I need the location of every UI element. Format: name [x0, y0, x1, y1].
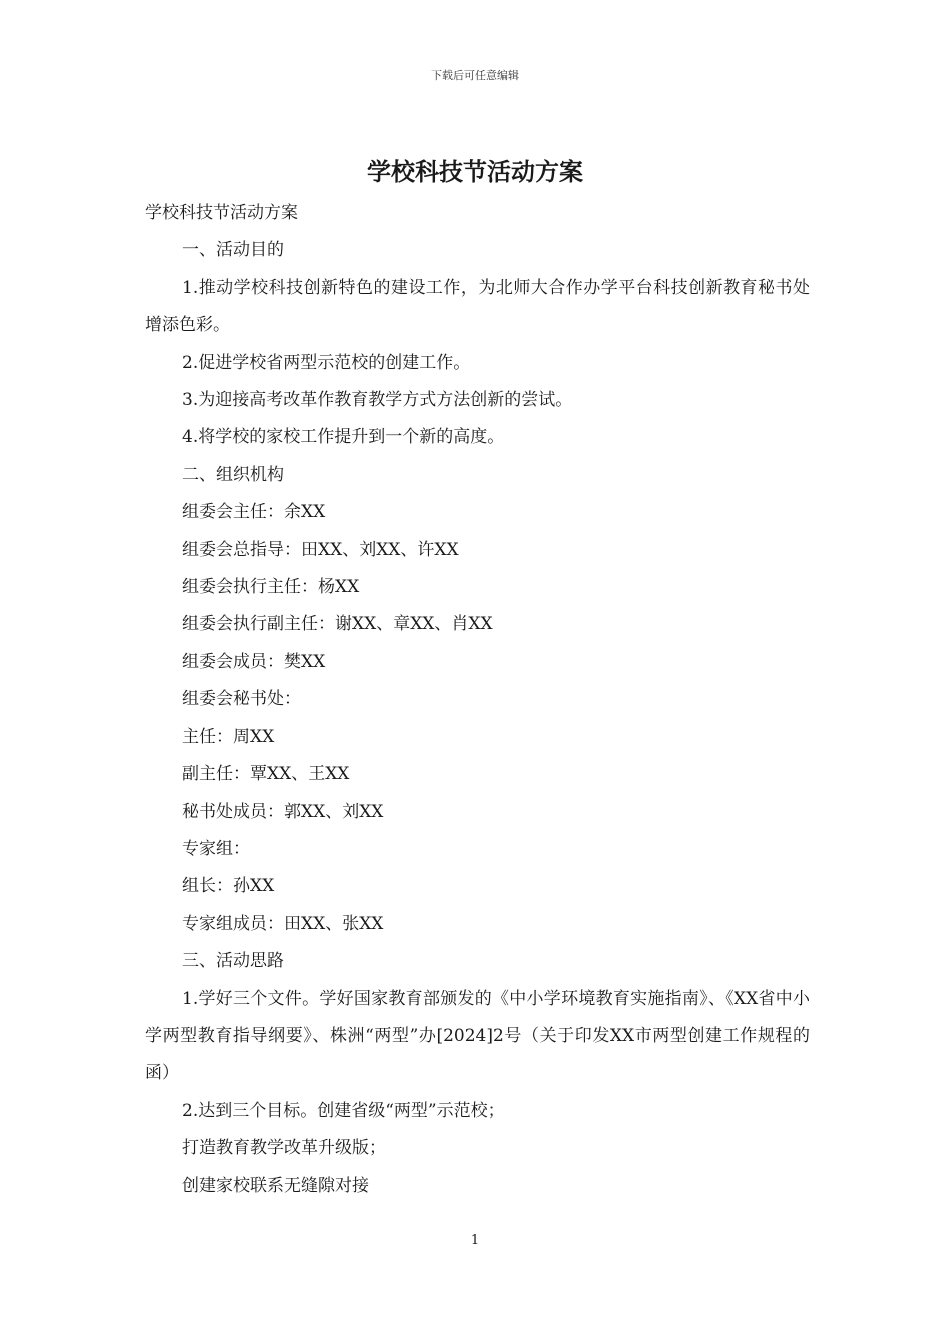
page-number: 1	[470, 1233, 480, 1248]
section-heading-organization: 二、组织机构	[182, 464, 284, 485]
approach-item-1: 1.学好三个文件。学好国家教育部颁发的《中小学环境教育实施指南》、《XX省中小学两型教育指导纲要》、株洲“两型”办[2024]2号（关于印发XX市两型创建工作规程的函）	[145, 988, 810, 1084]
org-line: 组委会总指导：田XX、刘XX、许XX	[182, 539, 459, 560]
page-header-note: 下载后可任意编辑	[431, 69, 519, 82]
subtitle-paragraph: 学校科技节活动方案	[145, 203, 298, 223]
section-heading-approach: 三、活动思路	[182, 951, 284, 972]
org-line: 组委会执行主任：杨XX	[182, 577, 360, 598]
org-line: 副主任：覃XX、王XX	[182, 764, 350, 785]
org-line: 组委会执行副主任：谢XX、章XX、肖XX	[182, 614, 493, 635]
purpose-item-3: 3.为迎接高考改革作教育教学方式方法创新的尝试。	[182, 390, 573, 411]
org-line: 组委会主任：余XX	[182, 502, 326, 523]
org-line: 专家组：	[182, 838, 250, 859]
org-line: 主任：周XX	[182, 726, 275, 747]
purpose-item-2: 2.促进学校省两型示范校的创建工作。	[182, 352, 471, 373]
org-line: 专家组成员：田XX、张XX	[182, 913, 384, 934]
section-heading-purpose: 一、活动目的	[182, 240, 284, 261]
org-line: 组委会秘书处：	[182, 689, 301, 710]
purpose-item-4: 4.将学校的家校工作提升到一个新的高度。	[182, 427, 505, 448]
purpose-item-1: 1.推动学校科技创新特色的建设工作，为北师大合作办学平台科技创新教育秘书处增添色彩。	[145, 277, 810, 336]
approach-line: 打造教育教学改革升级版；	[182, 1138, 386, 1159]
document-body	[145, 195, 810, 1205]
org-line: 秘书处成员：郭XX、刘XX	[182, 801, 384, 822]
approach-line: 创建家校联系无缝隙对接	[182, 1175, 369, 1196]
document-title: 学校科技节活动方案	[367, 157, 583, 186]
approach-item-2: 2.达到三个目标。创建省级“两型”示范校；	[182, 1100, 505, 1121]
org-line: 组长：孙XX	[182, 876, 275, 897]
org-line: 组委会成员：樊XX	[182, 651, 326, 672]
